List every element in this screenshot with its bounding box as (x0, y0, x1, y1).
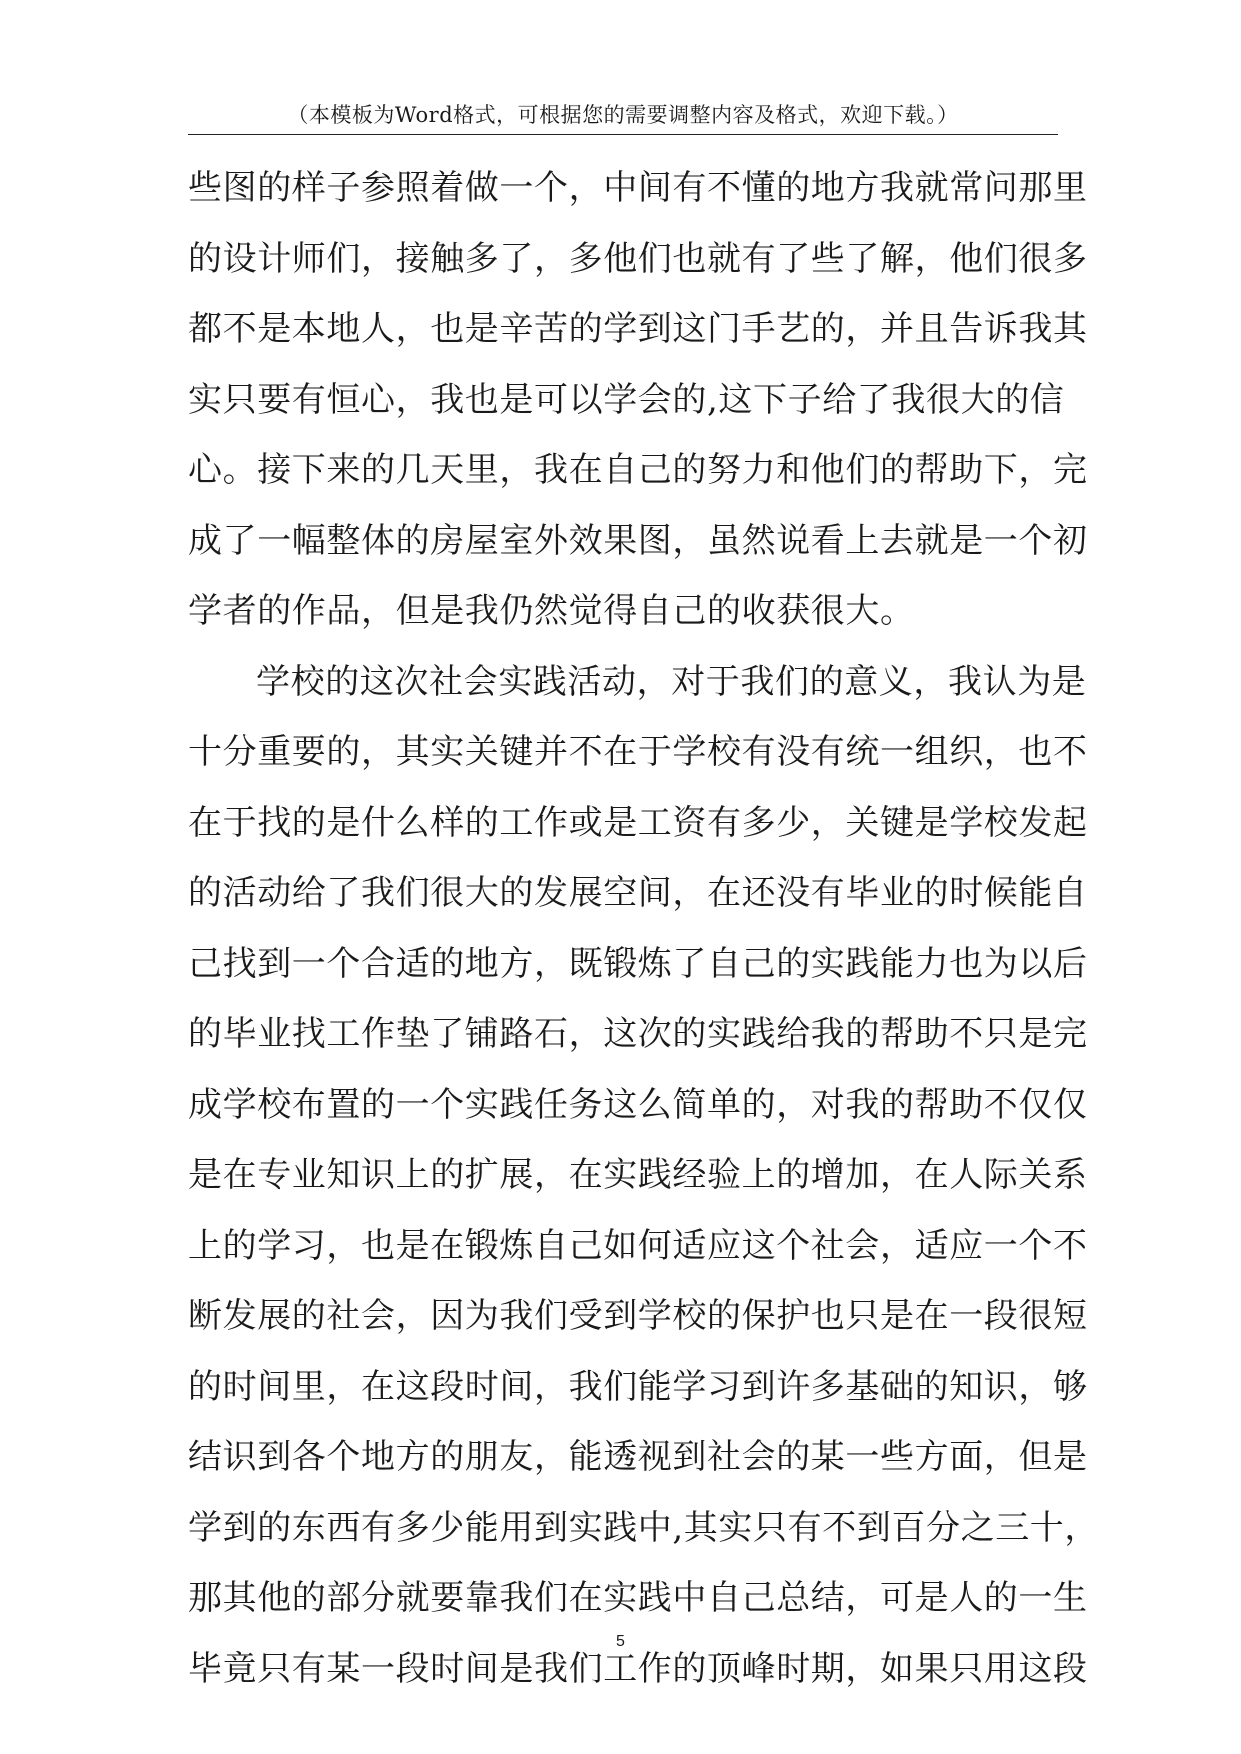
text-line: 那其他的部分就要靠我们在实践中自己总结，可是人的一生 (188, 1578, 1088, 1618)
text-line: 十分重要的，其实关键并不在于学校有没有统一组织，也不 (188, 732, 1088, 772)
text-line: 学者的作品，但是我仍然觉得自己的收获很大。 (188, 591, 915, 631)
text-line: 上的学习，也是在锻炼自己如何适应这个社会，适应一个不 (188, 1225, 1088, 1266)
text-line: 毕竟只有某一段时间是我们工作的顶峰时期，如果只用这段 (188, 1648, 1088, 1689)
text-line: 实只要有恒心，我也是可以学会的,这下子给了我很大的信 (188, 379, 1065, 420)
page-number: 5 (616, 1633, 625, 1650)
text-line: 心。接下来的几天里，我在自己的努力和他们的帮助下，完 (188, 450, 1088, 490)
text-line: 的毕业找工作垫了铺路石，这次的实践给我的帮助不只是完 (188, 1014, 1088, 1054)
page-header: （本模板为Word格式，可根据您的需要调整内容及格式，欢迎下载。） (287, 103, 959, 127)
text-line: 些图的样子参照着做一个，中间有不懂的地方我就常问那里 (188, 168, 1088, 208)
body-text (188, 153, 1100, 1704)
header-divider (188, 134, 1058, 135)
text-line: 在于找的是什么样的工作或是工资有多少，关键是学校发起 (188, 802, 1088, 843)
text-line: 的活动给了我们很大的发展空间，在还没有毕业的时候能自 (188, 873, 1088, 913)
text-line: 成学校布置的一个实践任务这么简单的，对我的帮助不仅仅 (188, 1084, 1088, 1125)
text-line: 学到的东西有多少能用到实践中,其实只有不到百分之三十， (188, 1507, 1100, 1548)
text-line: 断发展的社会，因为我们受到学校的保护也只是在一段很短 (188, 1296, 1088, 1336)
text-line: 结识到各个地方的朋友，能透视到社会的某一些方面，但是 (188, 1437, 1088, 1477)
text-line: 的时间里，在这段时间，我们能学习到许多基础的知识，够 (188, 1366, 1088, 1407)
text-line: 的设计师们，接触多了，多他们也就有了些了解，他们很多 (188, 238, 1088, 279)
text-line: 成了一幅整体的房屋室外效果图，虽然说看上去就是一个初 (188, 520, 1088, 561)
text-line: 都不是本地人，也是辛苦的学到这门手艺的，并且告诉我其 (188, 309, 1088, 349)
paragraph-start-line: 学校的这次社会实践活动，对于我们的意义，我认为是 (256, 661, 1087, 702)
text-line: 是在专业知识上的扩展，在实践经验上的增加，在人际关系 (188, 1155, 1088, 1195)
text-line: 己找到一个合适的地方，既锻炼了自己的实践能力也为以后 (188, 943, 1088, 984)
